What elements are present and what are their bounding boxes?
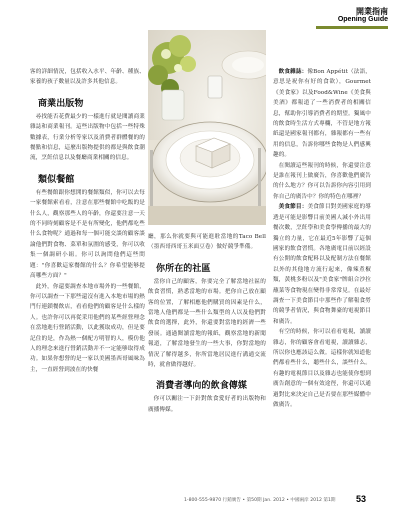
column1-paragraph-2: 尋找能否花費最少的一樣進行就是閱讀商業雜誌和商業報刊。這些出版物中包括一些特殊數據表，行業分析等家以及消費者群體餐的的餐點和信息，這麼出版物提供的都是與飲食潮流，烹飪信息以及餐廳商業相關的信息。 (30, 113, 145, 162)
heading-consumer-food-media: 消費者導向的飲食傳媒 (156, 381, 248, 392)
column3-paragraph-1 (273, 67, 371, 161)
column1-paragraph-3: 有些餐館跟你想開的餐館類似，你可以去每一家餐館索看看，注意在那些餐館中吃飯的是什么人，觀察那些人的年齡，你還要注意一天的不同時刻顧客是不是有所變化，他們都吃些什么食物呢？通過和每一個可能交談的顧客談論他們對食物、菜單和氛圍的感受，你可以收集一個調研小組。你可以詢問他們這些問題："你喜歡這家餐館的什么？你希望能够提高哪些方面？" (30, 189, 145, 280)
article-column-3 (273, 67, 371, 410)
table-setting-illustration (148, 30, 266, 225)
heading-similar-restaurants: 類似餐館 (38, 174, 75, 185)
column3-paragraph-2: 在閱讀這些報刊的時候，你還要注意是誰在報刊上做廣告，你喜歡他們廣告的什么地方？你可以告訴你內容引用到你自己的廣告中？你的特色在哪裡？ (273, 162, 371, 200)
column3-paragraph-3 (273, 202, 371, 327)
page-number: 53 (356, 494, 367, 504)
section-title-english: Opening Guide (337, 16, 388, 23)
article-column-1 (30, 67, 145, 375)
lead-food-magazines: 飲食雜誌： (278, 69, 308, 75)
article-column-2 (148, 232, 266, 415)
table-setting-photo (148, 30, 266, 225)
column1-paragraph-4: 此外，你還要調查本地市場外的一些餐館，你可以調查一下那些還沒有進入本地市場的熱門行連鎖餐飲店，看看他們的顧客是什么樣的人。也許你可以再從采用他們的某些經營理念在當地進行營銷活動，以此獲取成功，但是要記住的是，作為熱一個配方明智的人，模仿他人的理念來進行營銷活動并不一定能够取得成功。如果你想營的是一家以美國墨西哥風味為主，一直經營到波在的快餐 (30, 283, 145, 373)
heading-trade-publications: 商業出版物 (38, 98, 84, 109)
column2-paragraph-1: 廳，那么你就要與可能進駐當地的Taco Bell（墨西哥西哥玉米面豆卷）做好競爭準備。 (148, 234, 266, 251)
lead-food-shows: 美食節目： (278, 204, 308, 211)
column3-paragraph-3-text: 美食節目對美國家庭的導透是可能是影響目前美國人減小外出用餐次數，烹飪學和美食學傳播的最大的獨立的力量，它在最近5年影響了這個國家的飲食習慣。各地廣電目前以經設有公開的飲食配料以及配制方法在餐館以外的其他地方流行起來，像辣煮椒類，黃桃多粉以及"美食家"牌組合沙拉蘸菜等食物現在變得非常常見。在最好調查一下美食節目中那些作了解報食勞的競爭者情況，與食物舞臺的電視節目和廣告。 (273, 204, 371, 325)
heading-your-community: 你所在的社區 (156, 263, 211, 274)
section-accent-bar (316, 26, 388, 29)
column2-paragraph-2: 當你自己的顧客，你要完全了解當地社區的飲食習慣，熟悉當地的市場。把你自己放在顧客的位置，了解相應他們購買的因素是什么，當地人他們都是一些什么類型的人以及他們對飲食的選擇，此外，你還要對當地的經濟一些發展。通過閱讀當地的報紙，觀察當地的新聞報道，了解當地發生的一些大事，你對當地的情況了解得越多，你所當地居民進行溝通交流時，就會做得越好。 (148, 278, 266, 369)
column3-paragraph-1-text: 像Bon Appétit（法語，意思是祝你有好的食欲），Gourmet《美食家》以及Food&Wine《美食與美酒》都報道了一些消費者的相關信息，幫助你引導消費者的期望。獨風中的飲食時生活方式專欄，不管是地方報紙還是國家報刊都有，雜報都有一些有用的信息，告訴你哪些食物是人們感興趣的。 (273, 69, 371, 159)
page-footer: 1-800-555-9870 行銷廣告 • 第50期 Jan. 2012 • 中國兩岸 2012 第1期 (184, 498, 336, 503)
section-title-chinese: 開業指南 (356, 7, 388, 16)
column2-paragraph-3: 你可以關注一下針對飲食愛好者的出版物和廣播傳媒。 (148, 396, 266, 413)
column3-paragraph-4: 有空的時候，你可以看看電視，讀讀雜志，你的顧客會看電視，讀讀雜志，所以你也應該這么做。這樣你就知道他們都看些什么，聽些什么，談些什么。有趣的電視節目以及雜志也能使你想到廣告創意的一個有效途徑，你還可以通過對比來決定自己是否要在那些媒體中做廣告。 (273, 329, 371, 408)
column1-paragraph-1: 客的詳細情況，包括收入水平、年齡、種族、家養的孩子數量以及許多其他信息。 (30, 69, 145, 86)
